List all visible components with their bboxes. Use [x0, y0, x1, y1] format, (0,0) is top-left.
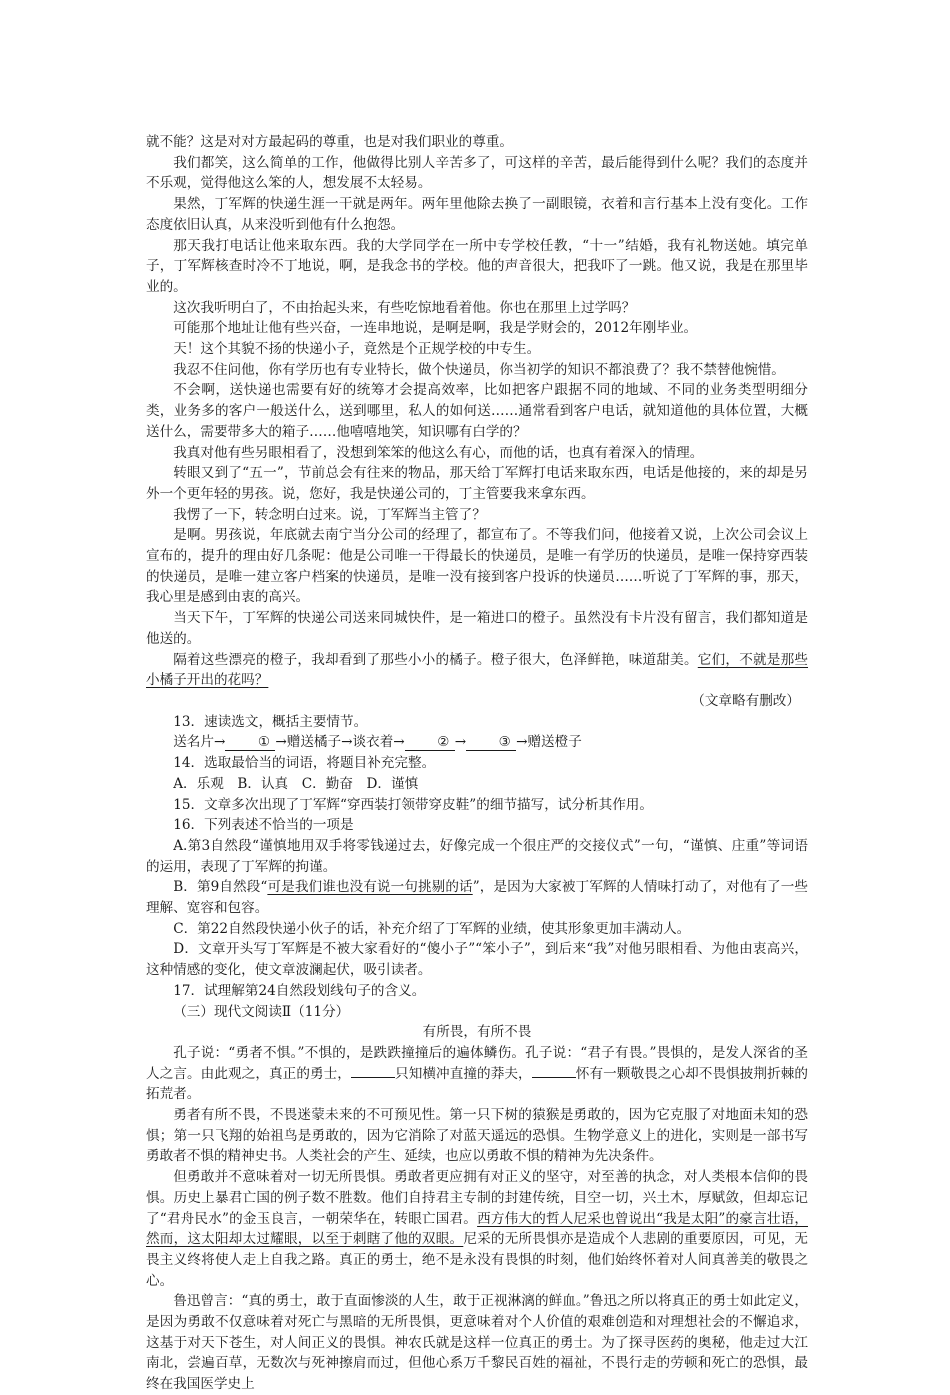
paragraph: 这次我听明白了，不由抬起头来，有些吃惊地看着他。你也在那里上过学吗？ — [173, 299, 636, 316]
paragraph: 当天下午，丁军辉的快递公司送来同城快件，是一箱进口的橙子。虽然没有卡片没有留言，我们都知道是他送的。 — [146, 610, 808, 647]
question-13-chain — [146, 732, 808, 753]
paragraph: 果然，丁军辉的快递生涯一干就是两年。两年里他除去换了一副眼镜，衣着和言行基本上没有变化。工作态度依旧认真，从来没听到他有什么抱怨。 — [146, 196, 808, 233]
document-page — [146, 132, 808, 1395]
source-note: （文章略有删改） — [691, 692, 800, 709]
paragraph: 勇者有所不畏，不畏迷蒙未来的不可预见性。第一只下树的猿猴是勇敢的，因为它克服了对地面未知的恐惧；第一只飞翔的始祖鸟是勇敢的，因为它消除了对蓝天遥远的恐惧。生物学意义上的进化，实则是一部书写勇敢者不惧的精神史书。人类社会的产生、延续，也应以勇敢不惧的精神为先决条件。 — [146, 1107, 808, 1165]
paragraph: 转眼又到了“五一”，节前总会有往来的物品，那天给丁军辉打电话来取东西，电话是他接的，来的却是另外一个更年轻的男孩。说，您好，我是快递公司的，丁主管要我来拿东西。 — [146, 465, 808, 502]
question-15: 15．文章多次出现了丁军辉“穿西装打领带穿皮鞋”的细节描写，试分析其作用。 — [173, 796, 653, 813]
passage-1 — [146, 132, 808, 712]
question-14-options: A．乐观 B．认真 C．勤奋 D．谨慎 — [173, 775, 419, 792]
question-16-option-d: D．文章开头写丁军辉是不被大家看好的“傻小子”“笨小子”，到后来“我”对他另眼相看、为他由衷高兴，这种情感的变化，使文章波澜起伏，吸引读者。 — [146, 941, 808, 979]
paragraph-text: 只知横冲直撞的莽夫， — [394, 1065, 532, 1082]
underlined-sentence: 它们，不就是那些小橘子开出的花吗？ — [146, 651, 809, 689]
paragraph: 可能那个地址让他有些兴奋，一连串地说，是啊是啊，我是学财会的，2012年刚毕业。 — [173, 320, 698, 337]
paragraph-lead: 隔着这些漂亮的橙子，我却看到了那些小小的橘子。橙子很大，色泽鲜艳，味道甜美。 — [173, 651, 698, 668]
question-16-option-b — [146, 877, 808, 918]
chain-text: →赠送橙子 — [516, 734, 582, 751]
passage-2 — [146, 1002, 808, 1395]
option-text: ”，是因为大家被丁军辉的人情味打动了，对他有了一些理解、宽容和包容。 — [146, 879, 809, 917]
underlined-quote: 可是我们谁也没有说一句挑剔的话 — [267, 879, 473, 896]
paragraph: 我忍不住问他，你有学历也有专业特长，做个快递员，你当初学的知识不都浪费了？我不禁替他惋惜。 — [173, 361, 785, 378]
chain-text: 送名片→ — [173, 734, 226, 751]
paragraph-text: 孔子说：“勇者不惧。”不惧的，是跌跌撞撞后的遍体鳞伤。孔子说：“君子有畏。”畏惧的，是发人深省的圣人之言。由此观之，真正的勇士， — [146, 1044, 808, 1082]
paragraph-text: 但勇敢并不意味着对一切无所畏惧。勇敢者更应拥有对正义的坚守，对至善的执念，对人类根本信仰的畏惧。历史上暴君亡国的例子数不胜数。他们自持君主专制的封建传统，目空一切，兴土木，厚赋敛，但却忘记了“君舟民水”的金玉良言，一朝荣华在，转眼亡国君。 — [146, 1169, 808, 1227]
answer-blank-3[interactable]: ③ — [466, 734, 516, 751]
paragraph: 是啊。男孩说，年底就去南宁当分公司的经理了，都宣布了。不等我们问，他接着又说，上次公司会议上宣布的，提升的理由好几条呢：他是公司唯一干得最长的快递员，是唯一有学历的快递员，是唯一保持穿西装的快递员，是唯一建立客户档案的快递员，是唯一没有接到客户投诉的快递员……听说了丁军辉的事，那天，我心里是感到由衷的高兴。 — [146, 527, 808, 606]
question-16-title: 16．下列表述不恰当的一项是 — [173, 817, 354, 834]
underlined-sentence: 西方伟大的哲人尼采也曾说出“我是太阳”的豪言壮语，然而，这太阳却太过耀眼，以至于刺瞎了他的双眼。 — [146, 1210, 808, 1248]
option-text: B．第9自然段“ — [173, 879, 268, 896]
paragraph: 我们都笑，这么简单的工作，他做得比别人辛苦多了，可这样的辛苦，最后能得到什么呢？我们的态度并不乐观，觉得他这么笨的人，想发展不太轻易。 — [146, 154, 808, 192]
fill-blank-2[interactable] — [532, 1077, 576, 1078]
section-header: （三）现代文阅读Ⅱ（11分） — [173, 1003, 350, 1020]
paragraph: 那天我打电话让他来取东西。我的大学同学在一所中专学校任教，“十一”结婚，我有礼物送她。填完单子，丁军辉核查时冷不丁地说，啊，是我念书的学校。他的声音很大，把我吓了一跳。他又说，我是在那里毕业的。 — [146, 237, 808, 295]
paragraph-text: 尼采的无所畏惧亦是造成个人悲剧的重要原因，可见，无畏主义终将使人走上自我之路。真正的勇士，绝不是永没有畏惧的时刻，他们始终怀着对人间真善美的敬畏之心。 — [146, 1231, 809, 1289]
paragraph: 就不能？这是对对方最起码的尊重，也是对我们职业的尊重。 — [146, 134, 514, 150]
passage-title: 有所畏，有所不畏 — [422, 1024, 532, 1041]
paragraph: 天！这个其貌不扬的快递小子，竟然是个正规学校的中专生。 — [173, 341, 541, 358]
fill-blank-1[interactable] — [351, 1077, 395, 1078]
answer-blank-2[interactable]: ② — [405, 734, 455, 751]
question-13-title: 13．速读选文，概括主要情节。 — [173, 713, 368, 730]
question-17: 17．试理解第24自然段划线句子的含义。 — [173, 982, 426, 999]
paragraph: 我愣了一下，转念明白过来。说，丁军辉当主管了？ — [173, 506, 486, 523]
paragraph-last — [146, 650, 808, 691]
paragraph: 不会啊，送快递也需要有好的统筹才会提高效率，比如把客户跟据不同的地域、不同的业务类型明细分类，业务多的客户一般送什么，送到哪里，私人的如何送……通常看到客户电话，就知道他的具体位置，大概送什么，需要带多大的箱子……他嘻嘻地笑，知识哪有白学的？ — [146, 382, 808, 440]
question-16-option-a: A.第3自然段“谨慎地用双手将零钱递过去，好像完成一个很庄严的交接仪式”一句，“谨慎、庄重”等词语的运用，表现了丁军辉的拘谨。 — [146, 837, 808, 875]
questions — [146, 712, 808, 1002]
paragraph — [146, 1167, 808, 1291]
answer-blank-1[interactable]: ① — [225, 734, 275, 751]
chain-text: →赠送橘子→谈衣着→ — [275, 734, 405, 751]
paragraph: 鲁迅曾言：“真的勇士，敢于直面惨淡的人生，敢于正视淋漓的鲜血。”鲁迅之所以将真正的勇士如此定义，是因为勇敢不仅意味着对死亡与黑暗的无所畏惧，更意味着对个人价值的艰难创造和对理想社会的不懈追求，这基于对天下苍生，对人间正义的畏惧。神农氏就是这样一位真正的勇士。为了探寻医药的奥秘，他走过大江南北，尝遍百草，无数次与死神擦肩而过，但他心系万千黎民百姓的福祉，不畏行走的劳顿和死亡的恐惧，最终在我国医学史上 — [146, 1293, 808, 1393]
paragraph — [146, 1043, 808, 1105]
question-16-option-c: C．第22自然段快递小伙子的话，补充介绍了丁军辉的业绩，使其形象更加丰满动人。 — [173, 920, 691, 937]
paragraph-text: 怀有一颗敬畏之心却不畏惧披荆折棘的拓荒者。 — [146, 1065, 809, 1103]
paragraph: 我真对他有些另眼相看了，没想到笨笨的他这么有心，而他的话，也真有着深入的情理。 — [173, 444, 704, 461]
question-14-title: 14．选取最恰当的词语，将题目补充完整。 — [173, 755, 436, 772]
chain-text: → — [454, 734, 467, 751]
